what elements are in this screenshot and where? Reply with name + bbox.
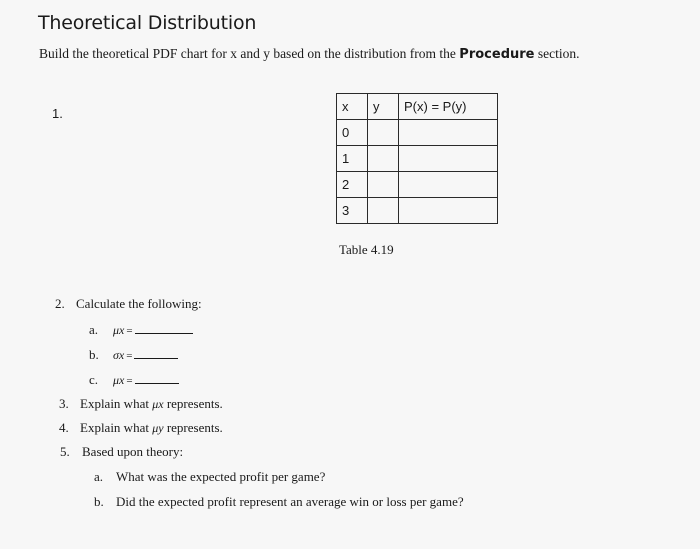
sub-b-letter: b. — [89, 347, 99, 362]
item-3-number: 3. — [59, 396, 69, 411]
equals-sign: = — [126, 375, 133, 387]
header-probability: P(x) = P(y) — [399, 94, 498, 120]
sub-a-letter: a. — [89, 322, 99, 337]
cell-x: 0 — [337, 120, 368, 146]
sub-a-expression — [113, 322, 193, 338]
item-3-text-before: Explain what — [80, 396, 149, 411]
item-4-number: 4. — [59, 420, 69, 435]
cell-y — [368, 120, 399, 146]
item-2-number: 2. — [55, 296, 65, 311]
mu-x-symbol: μx — [113, 373, 125, 387]
sub-c-letter: c. — [89, 372, 99, 387]
answer-blank — [135, 322, 193, 334]
cell-probability — [399, 172, 498, 198]
pdf-table — [336, 93, 498, 224]
mu-y-symbol: μy — [152, 421, 164, 435]
table-row — [337, 198, 498, 224]
page-title: Theoretical Distribution — [38, 12, 257, 34]
table-caption: Table 4.19 — [339, 242, 394, 257]
cell-x: 2 — [337, 172, 368, 198]
item-4-text — [80, 420, 223, 436]
header-x: x — [337, 94, 368, 120]
item-1-number: 1. — [52, 106, 63, 121]
equals-sign: = — [126, 350, 133, 362]
mu-x-symbol: μx — [113, 323, 125, 337]
cell-y — [368, 172, 399, 198]
cell-probability — [399, 198, 498, 224]
answer-blank — [134, 347, 178, 359]
procedure-label: Procedure — [459, 47, 535, 62]
table-row — [337, 146, 498, 172]
item-3-text-after: represents. — [166, 396, 223, 411]
cell-y — [368, 146, 399, 172]
answer-blank — [135, 372, 179, 384]
item-5-number: 5. — [60, 444, 70, 459]
sigma-x-symbol: σx — [113, 348, 125, 362]
item-5-text: Based upon theory: — [82, 444, 184, 459]
item-4-text-before: Explain what — [80, 420, 149, 435]
sub-b-expression — [113, 347, 178, 363]
table-row — [337, 172, 498, 198]
sub-5a-text: What was the expected profit per game? — [116, 469, 326, 484]
equals-sign: = — [126, 325, 133, 337]
sub-5a-letter: a. — [94, 469, 104, 484]
cell-y — [368, 198, 399, 224]
sub-c-expression — [113, 372, 179, 388]
item-3-text — [80, 396, 223, 412]
intro-text — [39, 46, 579, 62]
cell-x: 3 — [337, 198, 368, 224]
sub-5b-text: Did the expected profit represent an average win or loss per game? — [116, 494, 464, 509]
table-row — [337, 120, 498, 146]
cell-x: 1 — [337, 146, 368, 172]
item-2-text: Calculate the following: — [76, 296, 202, 311]
header-y: y — [368, 94, 399, 120]
cell-probability — [399, 146, 498, 172]
item-4-text-after: represents. — [166, 420, 223, 435]
mu-x-symbol: μx — [152, 397, 164, 411]
intro-text-before: Build the theoretical PDF chart for x and y based on the distribution from the — [39, 46, 456, 61]
sub-5b-letter: b. — [94, 494, 104, 509]
intro-text-after: section. — [537, 46, 580, 61]
cell-probability — [399, 120, 498, 146]
table-header-row — [337, 94, 498, 120]
